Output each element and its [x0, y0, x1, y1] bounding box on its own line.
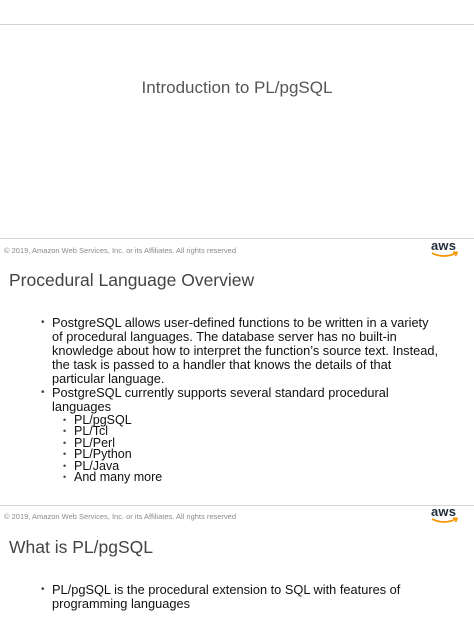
slide-title: Introduction to PL/pgSQL	[141, 78, 333, 97]
section-title: Procedural Language Overview	[9, 270, 255, 290]
sub-list	[52, 415, 440, 483]
list-item: • PostgreSQL allows user-defined functions to be written in a variety of procedural languages. The database server has no built-in knowledge about how to interpret the function’s source text. Instead, the task is passed to a handler that knows the details of that particular language.	[40, 316, 440, 386]
aws-logo-text: aws	[431, 238, 457, 253]
sub-list-item: • PL/Perl	[52, 438, 440, 449]
list-item: • PL/pgSQL is the procedural extension to SQL with features of programming languages	[40, 583, 440, 611]
section-title: What is PL/pgSQL	[9, 537, 153, 557]
bullet-list	[40, 583, 440, 611]
aws-logo	[431, 238, 461, 261]
slide-divider	[0, 238, 474, 239]
sub-list-item: • PL/Tcl	[52, 426, 440, 437]
aws-smile-icon	[431, 251, 459, 259]
sub-list-item: • PL/Python	[52, 449, 440, 460]
bullet-list	[40, 316, 440, 483]
copyright-footer: © 2019, Amazon Web Services, Inc. or its Affiliates. All rights reserved	[4, 246, 237, 255]
aws-smile-icon	[431, 517, 459, 525]
sub-list-item: • And many more	[52, 472, 440, 483]
list-item-text: PostgreSQL currently supports several standard procedural languages	[52, 385, 389, 414]
aws-logo	[431, 504, 461, 527]
aws-logo-text: aws	[431, 504, 457, 519]
sub-list-item: • PL/Java	[52, 461, 440, 472]
slide-top-divider	[0, 24, 474, 25]
slide-divider	[0, 505, 474, 506]
sub-list-item: • PL/pgSQL	[52, 415, 440, 426]
copyright-footer: © 2019, Amazon Web Services, Inc. or its Affiliates. All rights reserved	[4, 512, 237, 521]
list-item	[40, 386, 440, 483]
